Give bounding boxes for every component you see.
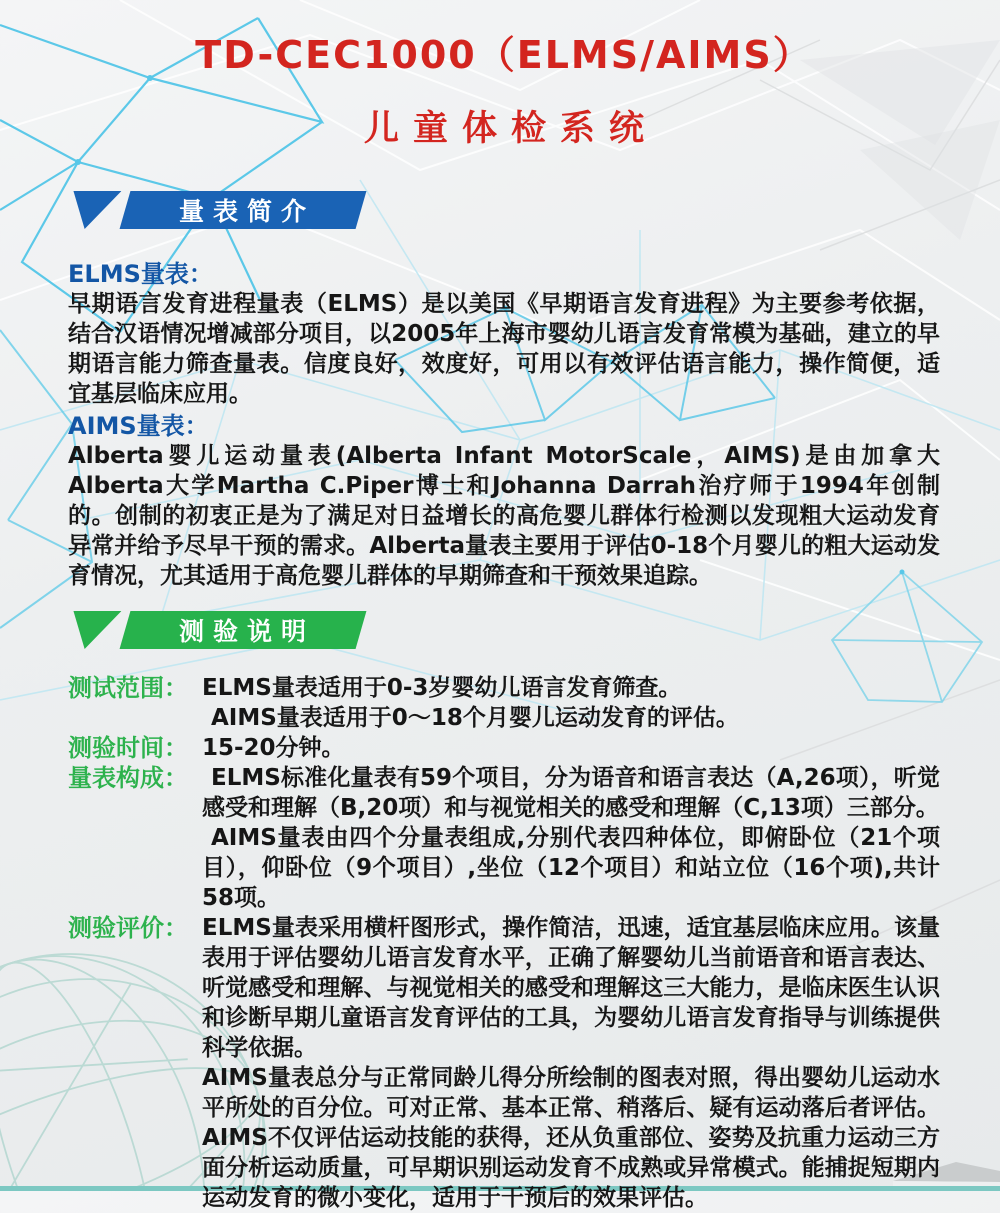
aims-scale-description: Alberta婴儿运动量表(Alberta Infant MotorScale，AIMS)是由加拿大Alberta大学Martha C.Piper博士和Johanna Darrah治疗师于1994年创制的。创制的初衷正是为了满足对日益增长的高危婴儿群体行检测以发现粗大运动发育异常并给予尽早干预的需求。Alberta量表主要用于评估0-18个月婴儿的粗大运动发育情况，尤其适用于高危婴儿群体的早期筛查和干预效果追踪。 — [68, 443, 940, 589]
content-line: AIMS量表由四个分量表组成,分别代表四种体位，即俯卧位（21个项目），仰卧位（9个项目）,坐位（12个项目）和站立位（16个项),共计58项。 — [202, 825, 940, 911]
test-info-label: 测试范围： — [68, 674, 188, 702]
banner-arrow-icon — [63, 191, 122, 229]
test-info-row-composition — [68, 763, 940, 913]
elms-scale-label: ELMS量表： — [68, 260, 213, 288]
section-banner-intro — [68, 191, 940, 229]
test-info-content — [202, 733, 940, 763]
page-title-model: TD-CEC1000（ELMS/AIMS） — [195, 33, 813, 77]
test-info-content — [202, 913, 940, 1213]
test-info-label: 量表构成： — [68, 764, 188, 792]
content-line: AIMS量表总分与正常同龄儿得分所绘制的图表对照，得出婴幼儿运动水平所处的百分位。可对正常、基本正常、稍落后、疑有运动落后者评估。AIMS不仅评估运动技能的获得，还从负重部位、姿势及抗重力运动三方面分析运动质量，可早期识别运动发育不成熟或异常模式。能捕捉短期内运动发育的微小变化，适用于干预后的效果评估。 — [202, 1065, 940, 1211]
section-banner-intro-label: 量表简介 — [179, 197, 316, 226]
test-info-content — [202, 763, 940, 913]
test-info-row-duration — [68, 733, 940, 763]
section-banner-test-label: 测验说明 — [179, 617, 316, 646]
elms-scale-description: 早期语言发育进程量表（ELMS）是以美国《早期语言发育进程》为主要参考依据，结合汉语情况增减部分项目，以2005年上海市婴幼儿语言发育常模为基础，建立的早期语言能力筛查量表。信度良好，效度好，可用以有效评估语言能力，操作简便，适宜基层临床应用。 — [68, 291, 940, 407]
banner-bar — [120, 191, 367, 229]
content-line: ELMS量表适用于0-3岁婴幼儿语言发育筛查。 — [202, 675, 682, 701]
test-info-list — [68, 673, 940, 1213]
test-info-row-scope — [68, 673, 940, 733]
aims-scale-label: AIMS量表： — [68, 412, 209, 440]
section-banner-test — [68, 611, 940, 649]
test-info-label: 测验评价： — [68, 914, 188, 942]
test-info-label: 测验时间： — [68, 734, 188, 762]
page-title-product: 儿童体检系统 — [363, 109, 658, 149]
content-line: AIMS量表适用于0～18个月婴儿运动发育的评估。 — [211, 705, 739, 731]
content-line: 15-20分钟。 — [202, 735, 345, 761]
banner-arrow-icon — [63, 611, 122, 649]
content-line: ELMS量表采用横杆图形式，操作简洁，迅速，适宜基层临床应用。该量表用于评估婴幼儿语言发育水平，正确了解婴幼儿当前语音和语言表达、听觉感受和理解、与视觉相关的感受和理解这三大能力，是临床医生认识和诊断早期儿童语言发育评估的工具，为婴幼儿语言发育指导与训练提供科学依据。 — [202, 915, 940, 1061]
test-info-row-evaluation — [68, 913, 940, 1213]
test-info-content — [202, 673, 940, 733]
banner-bar — [120, 611, 367, 649]
content-line: ELMS标准化量表有59个项目，分为语音和语言表达（A,26项），听觉感受和理解（B,20项）和与视觉相关的感受和理解（C,13项）三部分。 — [202, 765, 940, 821]
